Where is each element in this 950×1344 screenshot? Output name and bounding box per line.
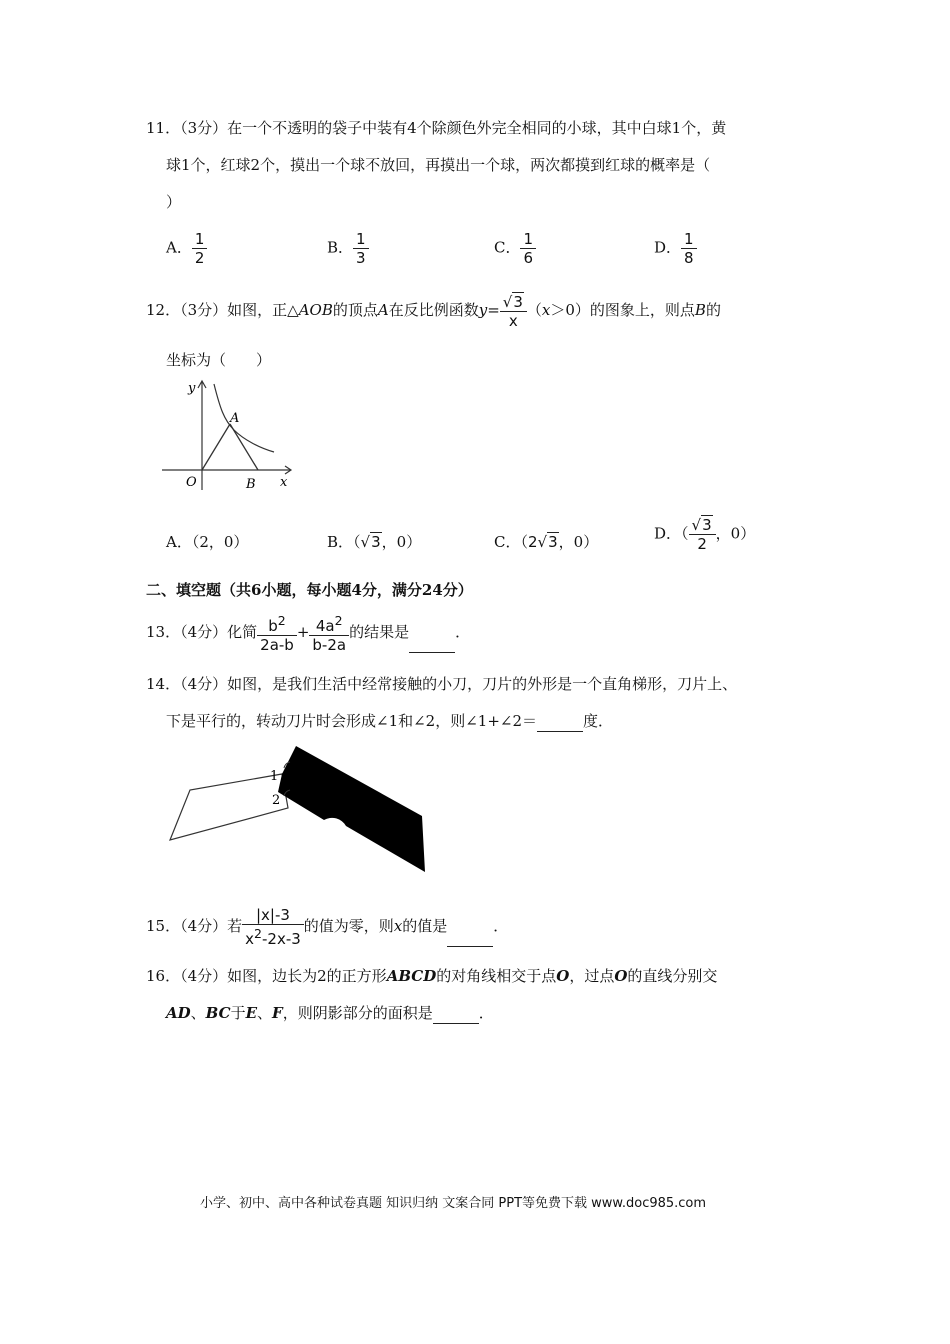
option-label: C． (494, 533, 521, 551)
q16-point-e: E (245, 1004, 258, 1022)
q11-option-c (494, 230, 536, 267)
q16-point-o: O (614, 967, 628, 985)
denominator: 2a-b (260, 636, 294, 654)
q13 (146, 612, 470, 654)
q12-line2: 坐标为（ ） (166, 351, 272, 369)
numerator-base: b (268, 617, 278, 635)
q11-text-1: 在一个不透明的袋子中装有4个除颜色外完全相同的小球，其中白球1个，黄 (227, 119, 727, 137)
option-label: D． (654, 524, 682, 543)
q16-point-o: O (556, 967, 570, 985)
denominator (242, 925, 304, 948)
exponent: 2 (334, 613, 343, 628)
plus-sign: + (296, 623, 310, 641)
q13-fraction-2 (309, 612, 349, 654)
q13-fraction-1 (257, 612, 297, 654)
q12-function-fraction (500, 293, 527, 330)
sqrt: √3 (502, 292, 523, 311)
denominator: 2 (194, 249, 205, 267)
q15-text: 若 (227, 917, 243, 935)
label-x: x (280, 475, 288, 490)
q16-text: 、 (190, 1004, 206, 1022)
denominator: 3 (356, 249, 366, 267)
q12-line1 (146, 290, 721, 330)
q11-option-a (166, 230, 207, 267)
q14-text-3: 度． (583, 712, 614, 730)
q15-var-x: x (393, 917, 403, 935)
q11-line3: ） (166, 193, 182, 211)
option-label: A． (166, 533, 192, 551)
q15-score: （4分） (180, 917, 228, 935)
q13-text: 的结果是 (349, 623, 410, 641)
q12-option-a (166, 530, 248, 554)
label-a: A (230, 411, 240, 426)
q13-score: （4分） (180, 623, 228, 641)
sqrt: 2√3 (528, 533, 558, 551)
numerator (309, 612, 349, 636)
numerator (257, 612, 297, 636)
numerator: 1 (520, 230, 536, 249)
label-b: B (246, 477, 256, 492)
answer-blank (433, 1003, 479, 1024)
radicand: 3 (371, 533, 381, 551)
q12-figure (162, 378, 302, 494)
q12-text: ＞0）的图象上，则点 (550, 301, 695, 319)
numerator (689, 516, 716, 535)
numerator: 1 (681, 230, 697, 249)
q16-point-f: F (272, 1004, 283, 1022)
coefficient: 2 (528, 533, 538, 551)
q12-score: （3分） (180, 301, 228, 319)
q12-text: 在反比例函数 (388, 301, 479, 319)
paren: ，0） (558, 533, 599, 551)
numerator-base: 4a (315, 617, 335, 635)
period: ． (493, 917, 509, 935)
radicand: 3 (702, 516, 712, 534)
exponent: 2 (277, 613, 286, 628)
q12-text: （ (526, 301, 542, 319)
segment-ab (230, 424, 258, 470)
q12-var-x: x (541, 301, 551, 319)
q15-text: 的值为零，则 (303, 917, 394, 935)
q16-score: （4分） (180, 967, 228, 985)
q14-number: 14． (146, 675, 181, 693)
q14-line2 (166, 711, 613, 732)
label-o: O (186, 475, 197, 490)
hyperbola-curve (214, 384, 274, 452)
denominator: b-2a (312, 636, 347, 654)
answer-blank (537, 711, 583, 732)
period: ． (455, 623, 471, 641)
q16-text: 于 (230, 1004, 246, 1022)
exponent: 2 (254, 926, 262, 941)
angle-label-2: 2 (272, 793, 281, 808)
q14-text-1: 如图，是我们生活中经常接触的小刀，刀片的外形是一个直角梯形，刀片上、 (227, 675, 738, 693)
angle-label-1: 1 (270, 769, 279, 784)
q12-text: 如图，正△ (227, 301, 299, 319)
q16-segment-bc: BC (205, 1004, 231, 1022)
q11-option-d (654, 230, 697, 267)
q12-text: 的顶点 (332, 301, 378, 319)
answer-blank (409, 612, 455, 653)
paren: （ (353, 533, 361, 551)
option-label: B． (327, 238, 354, 257)
q16-number: 16． (146, 967, 181, 985)
q15-text: 的值是 (402, 917, 448, 935)
paren: ，0） (715, 524, 756, 543)
numerator (500, 293, 527, 312)
q12-point-b: B (694, 301, 706, 319)
paren: ，0） (381, 533, 422, 551)
numerator: |x|-3 (242, 906, 304, 925)
denominator-base: x (245, 930, 255, 948)
q12-option-b (327, 530, 421, 554)
option-label: C． (494, 238, 521, 257)
denominator-rest: -2x-3 (262, 930, 301, 948)
option-label: A． (166, 238, 192, 257)
q16-text: 、 (257, 1004, 273, 1022)
q12-number: 12． (146, 301, 181, 319)
q16-text: ，过点 (569, 967, 615, 985)
paren: （ (681, 524, 689, 543)
q11-number: 11． (146, 119, 181, 137)
q14-score: （4分） (180, 675, 228, 693)
q12-function-y: y= (478, 301, 500, 319)
denominator: 8 (684, 249, 694, 267)
section-2-heading: 二、填空题（共6小题，每小题4分，满分24分） (146, 581, 473, 599)
q12-triangle-name: AOB (298, 301, 333, 319)
q16-text: 的对角线相交于点 (436, 967, 557, 985)
q12-option-c (494, 530, 598, 554)
q14-line1 (146, 674, 737, 694)
page-footer: 小学、初中、高中各种试卷真题 知识归纳 文案合同 PPT等免费下载 www.doc985.com (200, 1196, 707, 1211)
sqrt: √3 (691, 516, 712, 534)
fraction (192, 230, 208, 267)
fraction (520, 230, 536, 267)
q16-text: 如图，边长为2的正方形 (227, 967, 387, 985)
q15-fraction (242, 906, 304, 948)
q11-score: （3分） (180, 119, 228, 137)
answer-blank (447, 906, 493, 947)
q16-line1 (146, 966, 717, 986)
radicand: 3 (548, 533, 558, 551)
paren: （ (520, 533, 528, 551)
q14-figure (160, 746, 440, 878)
q14-text-2: 下是平行的，转动刀片时会形成∠1和∠2，则∠1+∠2＝ (166, 712, 538, 730)
q12-point-a: A (377, 301, 389, 319)
fraction (681, 230, 697, 267)
option-value: （2，0） (191, 533, 249, 551)
q15 (146, 906, 508, 948)
q15-number: 15． (146, 917, 181, 935)
q11-line2: 球1个，红球2个，摸出一个球不放回，再摸出一个球，两次都摸到红球的概率是（ (166, 156, 711, 174)
denominator: 2 (697, 535, 707, 553)
q16-text: 的直线分别交 (627, 967, 718, 985)
numerator: 1 (353, 230, 369, 249)
q16-segment-ad: AD (166, 1004, 191, 1022)
q11-line1 (146, 118, 726, 138)
q16-text: ，则阴影部分的面积是 (282, 1004, 433, 1022)
q12-text: 的 (705, 301, 721, 319)
q11-option-b (327, 230, 369, 267)
label-y: y (188, 381, 196, 396)
denominator: 6 (523, 249, 534, 267)
fraction (689, 516, 716, 553)
fraction (353, 230, 369, 267)
radicand: 3 (513, 292, 523, 311)
period: ． (478, 1004, 494, 1022)
q16-line2 (166, 1003, 494, 1024)
option-label: D． (654, 238, 682, 257)
q16-square-name: ABCD (386, 967, 437, 985)
numerator: 1 (192, 230, 208, 249)
knife-handle (278, 746, 425, 872)
q12-option-d (654, 516, 755, 553)
option-label: B． (327, 533, 354, 551)
q13-text: 化简 (227, 623, 258, 641)
denominator: x (508, 311, 518, 330)
sqrt: √3 (360, 533, 381, 551)
segment-oa (202, 424, 230, 470)
q13-number: 13． (146, 623, 181, 641)
